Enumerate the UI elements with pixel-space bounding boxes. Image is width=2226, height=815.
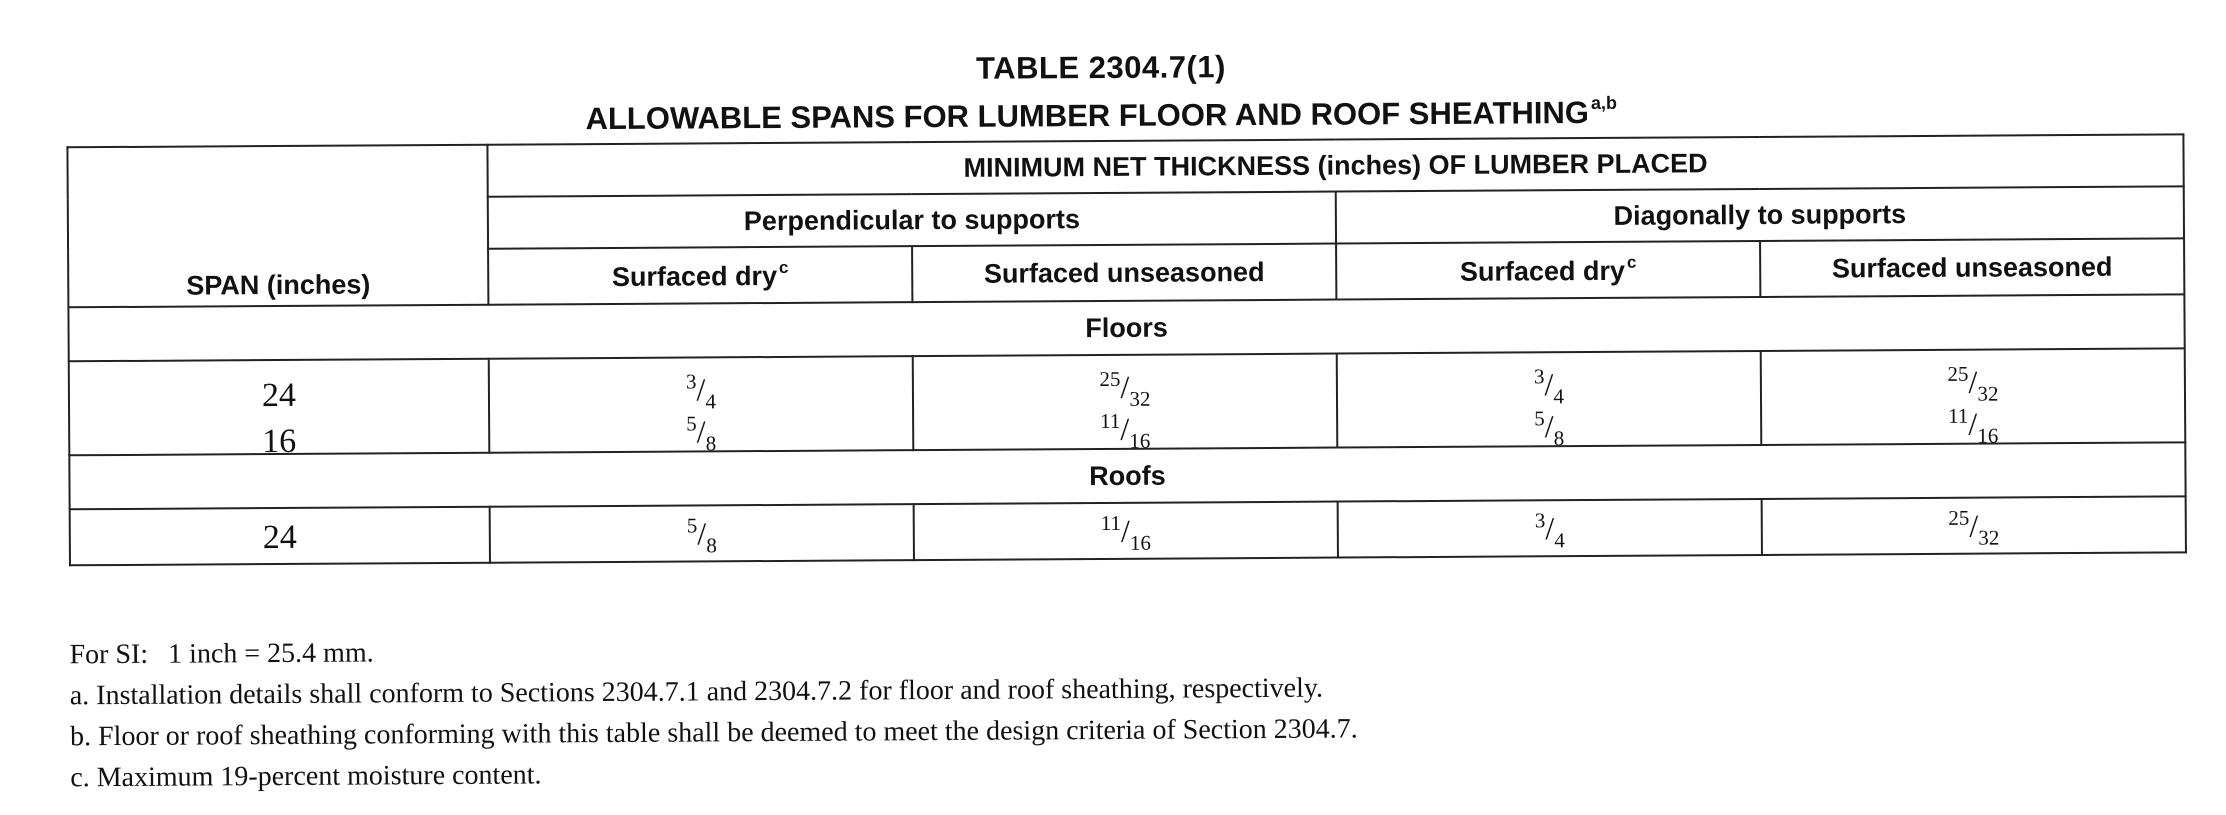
thickness-fraction: $^3/_4$ [1533,364,1564,409]
roofs-perp-unseasoned-cell [914,502,1338,561]
thickness-group-header: MINIMUM NET THICKNESS (inches) OF LUMBER PLACED [487,134,2183,196]
footnote-c: c. Maximum 19-percent moisture content. [70,759,542,794]
table-number: TABLE 2304.7(1) [975,49,1226,86]
floors-span-cell [69,359,490,461]
roofs-span-cell [70,507,490,566]
thickness-fraction: $^{25}/_{32}$ [1947,361,1999,406]
si-value: 1 inch = 25.4 mm. [168,637,374,670]
thickness-fraction: $^{11}/_{16}$ [1947,403,1999,448]
roofs-section-label: Roofs [69,442,2185,509]
allowable-spans-table [66,133,2187,566]
thickness-fraction: $^5/_8$ [686,411,717,456]
diag-dry-header-text: Surfaced dry [1459,255,1626,287]
thickness-fraction: $^{11}/_{16}$ [1100,510,1152,555]
footnote-a: a. Installation details shall conform to Sections 2304.7.1 and 2304.7.2 for floor and roof sheathing, respectively. [69,672,1324,712]
diag-dry-footnote-ref: c [1626,252,1637,272]
span-value: 16 [262,422,297,461]
span-value: 24 [261,376,297,415]
perpendicular-header: Perpendicular to supports [488,192,1336,249]
table-title [0,43,2224,143]
perp-dry-footnote-ref: c [778,257,789,277]
floors-diag-dry-cell [1337,351,1762,451]
roofs-diag-unseasoned-cell [1762,496,2186,555]
roofs-perp-dry-cell [490,504,914,563]
roofs-data-row [70,496,2186,565]
floors-perp-dry-cell [489,356,914,456]
table-caption-text: ALLOWABLE SPANS FOR LUMBER FLOOR AND ROOF SHEATHING [585,95,1590,137]
diag-unseasoned-header: Surfaced unseasoned [1760,238,2184,297]
thickness-fraction: $^{11}/_{16}$ [1099,408,1151,453]
perp-dry-header-text: Surfaced dry [611,260,778,292]
span-header: SPAN (inches) [67,145,488,308]
caption-footnote-ref: a,b [1590,92,1617,113]
diagonal-header: Diagonally to supports [1336,186,2184,243]
footnote-b: b. Floor or roof sheathing conforming with this table shall be deemed to meet the design criteria of Section 2304.7. [69,713,1358,753]
thickness-fraction: $^5/_8$ [1534,406,1565,451]
floors-section-label: Floors [68,294,2184,361]
floors-data-row [69,348,2186,455]
thickness-fraction: $^3/_4$ [685,369,717,414]
thickness-fraction: $^{25}/_{32}$ [1948,505,2000,550]
table-notes [69,626,1358,798]
diag-dry-header [1336,241,1760,300]
thickness-fraction: $^{25}/_{32}$ [1099,366,1151,411]
floors-diag-unseasoned-cell [1761,348,2186,448]
roofs-diag-dry-cell [1338,499,1762,558]
perp-unseasoned-header: Surfaced unseasoned [912,244,1336,303]
perp-dry-header [488,246,912,305]
thickness-fraction: $^5/_8$ [686,513,717,558]
span-value: 24 [262,518,297,557]
thickness-fraction: $^3/_4$ [1534,508,1565,553]
si-label: For SI: [69,638,149,671]
floors-perp-unseasoned-cell [913,354,1338,451]
